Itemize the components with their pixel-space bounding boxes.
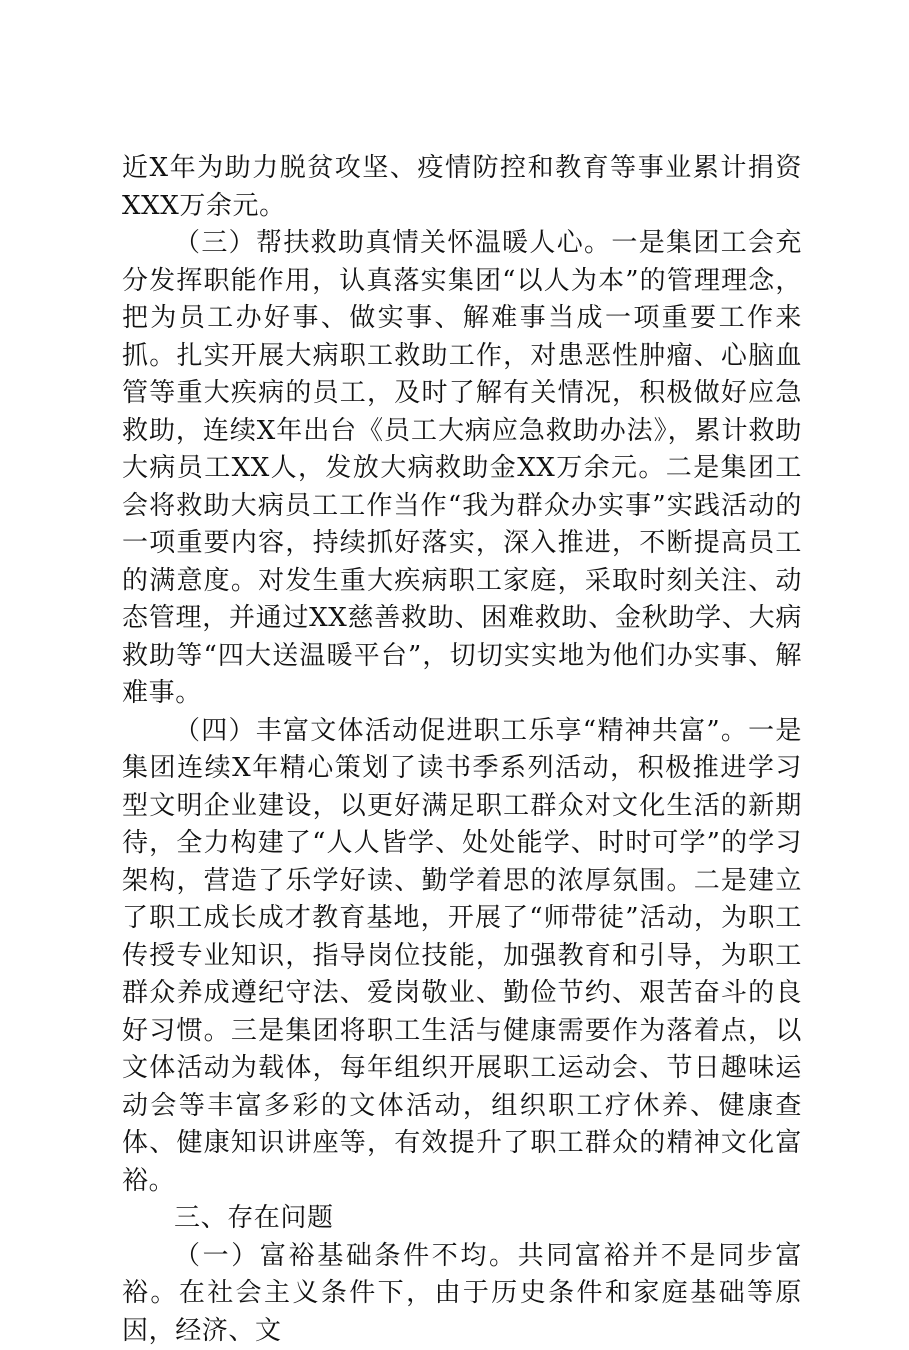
document-body — [122, 150, 802, 1350]
section-heading-problems: 三、存在问题 — [122, 1200, 802, 1238]
paragraph-problem-one: （一）富裕基础条件不均。共同富裕并不是同步富裕。在社会主义条件下，由于历史条件和家庭基础等原因，经济、文 — [122, 1238, 802, 1350]
paragraph-section-four-culture: （四）丰富文体活动促进职工乐享“精神共富”。一是集团连续X年精心策划了读书季系列活动，积极推进学习型文明企业建设，以更好满足职工群众对文化生活的新期待，全力构建了“人人皆学、处处能学、时时可学”的学习架构，营造了乐学好读、勤学着思的浓厚氛围。二是建立了职工成长成才教育基地，开展了“师带徒”活动，为职工传授专业知识，指导岗位技能，加强教育和引导，为职工群众养成遵纪守法、爱岗敬业、勤俭节约、艰苦奋斗的良好习惯。三是集团将职工生活与健康需要作为落着点，以文体活动为载体，每年组织开展职工运动会、节日趣味运动会等丰富多彩的文体活动，组织职工疗休养、健康查体、健康知识讲座等，有效提升了职工群众的精神文化富裕。 — [122, 713, 802, 1201]
paragraph-continuation: 近X年为助力脱贫攻坚、疫情防控和教育等事业累计捐资XXX万余元。 — [122, 150, 802, 225]
paragraph-section-three-relief: （三）帮扶救助真情关怀温暖人心。一是集团工会充分发挥职能作用，认真落实集团“以人为本”的管理理念，把为员工办好事、做实事、解难事当成一项重要工作来抓。扎实开展大病职工救助工作，对患恶性肿瘤、心脑血管等重大疾病的员工，及时了解有关情况，积极做好应急救助，连续X年出台《员工大病应急救助办法》，累计救助大病员工XX人，发放大病救助金XX万余元。二是集团工会将救助大病员工工作当作“我为群众办实事”实践活动的一项重要内容，持续抓好落实，深入推进，不断提高员工的满意度。对发生重大疾病职工家庭，采取时刻关注、动态管理，并通过XX慈善救助、困难救助、金秋助学、大病救助等“四大送温暖平台”，切切实实地为他们办实事、解难事。 — [122, 225, 802, 713]
